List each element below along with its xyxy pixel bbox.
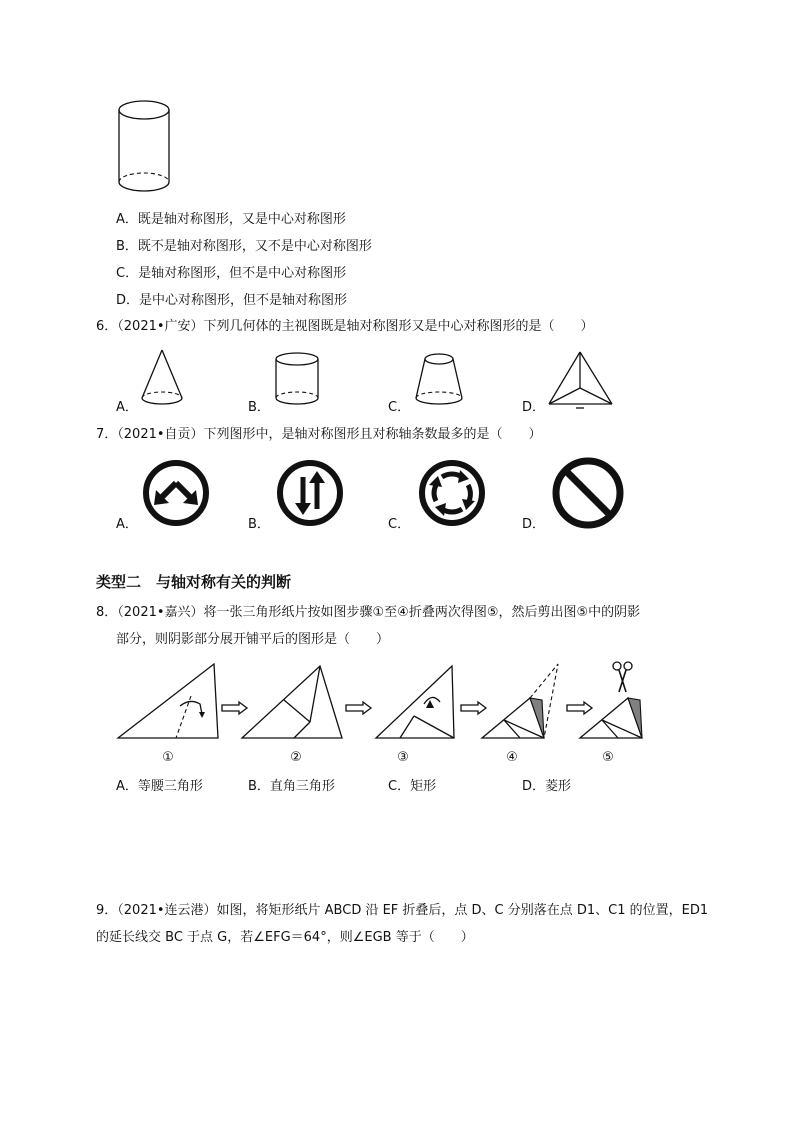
two-way-arrows-sign-icon bbox=[274, 457, 346, 529]
diverging-arrows-sign-icon bbox=[140, 457, 212, 529]
q5-option-b[interactable]: B．既不是轴对称图形，又不是中心对称图形 bbox=[116, 239, 372, 254]
fold-step-4-figure bbox=[480, 662, 564, 742]
q5-option-a[interactable]: A．既是轴对称图形，又是中心对称图形 bbox=[116, 212, 346, 227]
pyramid-figure bbox=[546, 350, 616, 412]
scissors-icon bbox=[612, 660, 634, 694]
q6-label-a[interactable]: A． bbox=[116, 400, 138, 415]
q7-stem: 7．（2021•自贡）下列图形中，是轴对称图形且对称轴条数最多的是（ ） bbox=[96, 427, 542, 442]
arrow-right-icon bbox=[345, 701, 373, 715]
q6-stem: 6．（2021•广安）下列几何体的主视图既是轴对称图形又是中心对称图形的是（ ） bbox=[96, 319, 594, 334]
cylinder-figure bbox=[112, 96, 182, 206]
q5-option-c[interactable]: C．是轴对称图形，但不是中心对称图形 bbox=[116, 266, 347, 281]
roundabout-sign-icon bbox=[416, 457, 488, 529]
q6-label-c[interactable]: C． bbox=[388, 400, 411, 415]
q7-label-d[interactable]: D． bbox=[522, 517, 546, 532]
step-label-2: ② bbox=[290, 750, 302, 765]
q8-option-d[interactable]: D．菱形 bbox=[522, 779, 572, 794]
q7-label-c[interactable]: C． bbox=[388, 517, 411, 532]
q6-label-b[interactable]: B． bbox=[248, 400, 270, 415]
step-label-3: ③ bbox=[397, 750, 409, 765]
prohibition-sign-icon bbox=[550, 455, 626, 531]
q6-label-d[interactable]: D． bbox=[522, 400, 546, 415]
fold-step-3-figure bbox=[374, 662, 458, 742]
q7-label-b[interactable]: B． bbox=[248, 517, 270, 532]
q9-stem-line1: 9．（2021•连云港）如图，将矩形纸片 ABCD 沿 EF 折叠后，点 D、C 分别落在点 D1、C1 的位置，ED1 bbox=[96, 903, 709, 918]
cylinder-small-figure bbox=[272, 350, 326, 412]
section-title: 类型二 与轴对称有关的判断 bbox=[96, 573, 292, 591]
q8-option-c[interactable]: C．矩形 bbox=[388, 779, 437, 794]
frustum-figure bbox=[412, 350, 468, 412]
fold-step-2-figure bbox=[240, 662, 344, 742]
step-label-1: ① bbox=[162, 750, 174, 765]
fold-step-1-figure bbox=[116, 662, 220, 742]
q8-option-a[interactable]: A．等腰三角形 bbox=[116, 779, 203, 794]
step-label-4: ④ bbox=[506, 750, 518, 765]
cone-figure bbox=[138, 348, 188, 410]
q8-stem-line1: 8．（2021•嘉兴）将一张三角形纸片按如图步骤①至④折叠两次得图⑤，然后剪出图⑤中的阴影 bbox=[96, 605, 641, 620]
q7-label-a[interactable]: A． bbox=[116, 517, 138, 532]
step-label-5: ⑤ bbox=[602, 750, 614, 765]
q8-option-b[interactable]: B．直角三角形 bbox=[248, 779, 335, 794]
q5-option-d[interactable]: D．是中心对称图形，但不是轴对称图形 bbox=[116, 293, 348, 308]
q8-stem-line2: 部分，则阴影部分展开铺平后的图形是（ ） bbox=[116, 632, 390, 647]
q9-stem-line2: 的延长线交 BC 于点 G，若∠EFG＝64°，则∠EGB 等于（ ） bbox=[96, 930, 474, 945]
